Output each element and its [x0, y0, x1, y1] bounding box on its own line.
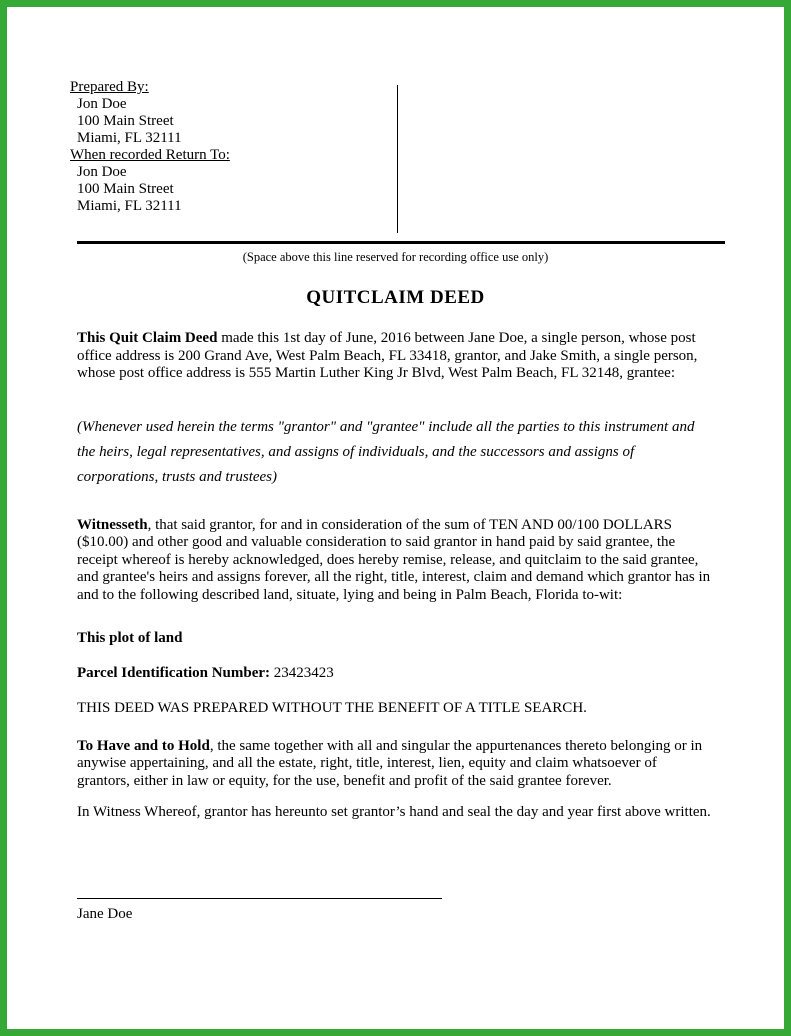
recording-header [70, 79, 784, 231]
intro-lead-in: This Quit Claim Deed [77, 330, 218, 346]
parcel-id-label: Parcel Identification Number: [77, 664, 271, 681]
intro-text: made this 1st day of June, 2016 between Jane Doe, a single person, whose post office address is 200 Grand Ave, West Palm Beach, FL 33418, grantor, and Jake Smith, a single person, whose post office address is 555 Martin Luther King Jr Blvd, West Palm Beach, FL 32148, grantee: [77, 330, 698, 381]
return-to-label: When recorded Return To: [70, 147, 230, 163]
page-title: QUITCLAIM DEED [306, 287, 485, 308]
reserved-space-note: (Space above this line reserved for recording office use only) [242, 250, 549, 264]
signature-line [77, 898, 442, 899]
intro-paragraph [77, 330, 713, 383]
return-to-street: 100 Main Street [77, 181, 174, 197]
to-have-text: , the same together with all and singular the appurtenances thereto belonging or in anywise appertaining, and all the estate, right, title, interest, lien, equity and claim whatsoever of grantors, either in law or equity, for the use, benefit and profit of the said grantee forever. [77, 737, 703, 789]
recording-area-divider [77, 241, 725, 244]
prepared-by-city: Miami, FL 32111 [77, 130, 182, 146]
witnesseth-lead-in: Witnesseth [77, 516, 148, 533]
to-have-lead-in: To Have and to Hold [77, 737, 210, 754]
to-have-and-hold-paragraph [77, 738, 713, 791]
prepared-by-name: Jon Doe [77, 96, 127, 112]
property-description: This plot of land [77, 630, 183, 646]
definitions-clause: (Whenever used herein the terms "grantor" and "grantee" include all the parties to this instrument and the heirs, legal representatives, and assigns of individuals, and the successors and assigns of corporations, trusts and trustees) [77, 418, 695, 485]
no-title-search-notice: THIS DEED WAS PREPARED WITHOUT THE BENEFIT OF A TITLE SEARCH. [77, 700, 587, 716]
witnesseth-paragraph [77, 517, 713, 605]
witnesseth-text: , that said grantor, for and in consideration of the sum of TEN AND 00/100 DOLLARS ($10.00) and other good and valuable consideration to said grantor in hand paid by said grantee, the receipt whereof is hereby acknowledged, does hereby remise, release, and quitclaim to the said grantee, and grantee's heirs and assigns forever, all the right, title, interest, claim and demand which grantor has in and to the following described land, situate, lying and being in Palm Beach, Florida to-wit: [77, 516, 711, 603]
in-witness-paragraph: In Witness Whereof, grantor has hereunto set grantor’s hand and seal the day and year first above written. [77, 804, 711, 820]
prepared-by-street: 100 Main Street [77, 113, 174, 129]
parcel-id-line [77, 665, 713, 683]
return-to-city: Miami, FL 32111 [77, 198, 182, 214]
parcel-id-value: 23423423 [270, 664, 334, 681]
header-vertical-divider [397, 85, 398, 233]
prepared-by-label: Prepared By: [70, 79, 149, 95]
signatory-name: Jane Doe [77, 905, 133, 922]
return-to-name: Jon Doe [77, 164, 127, 180]
